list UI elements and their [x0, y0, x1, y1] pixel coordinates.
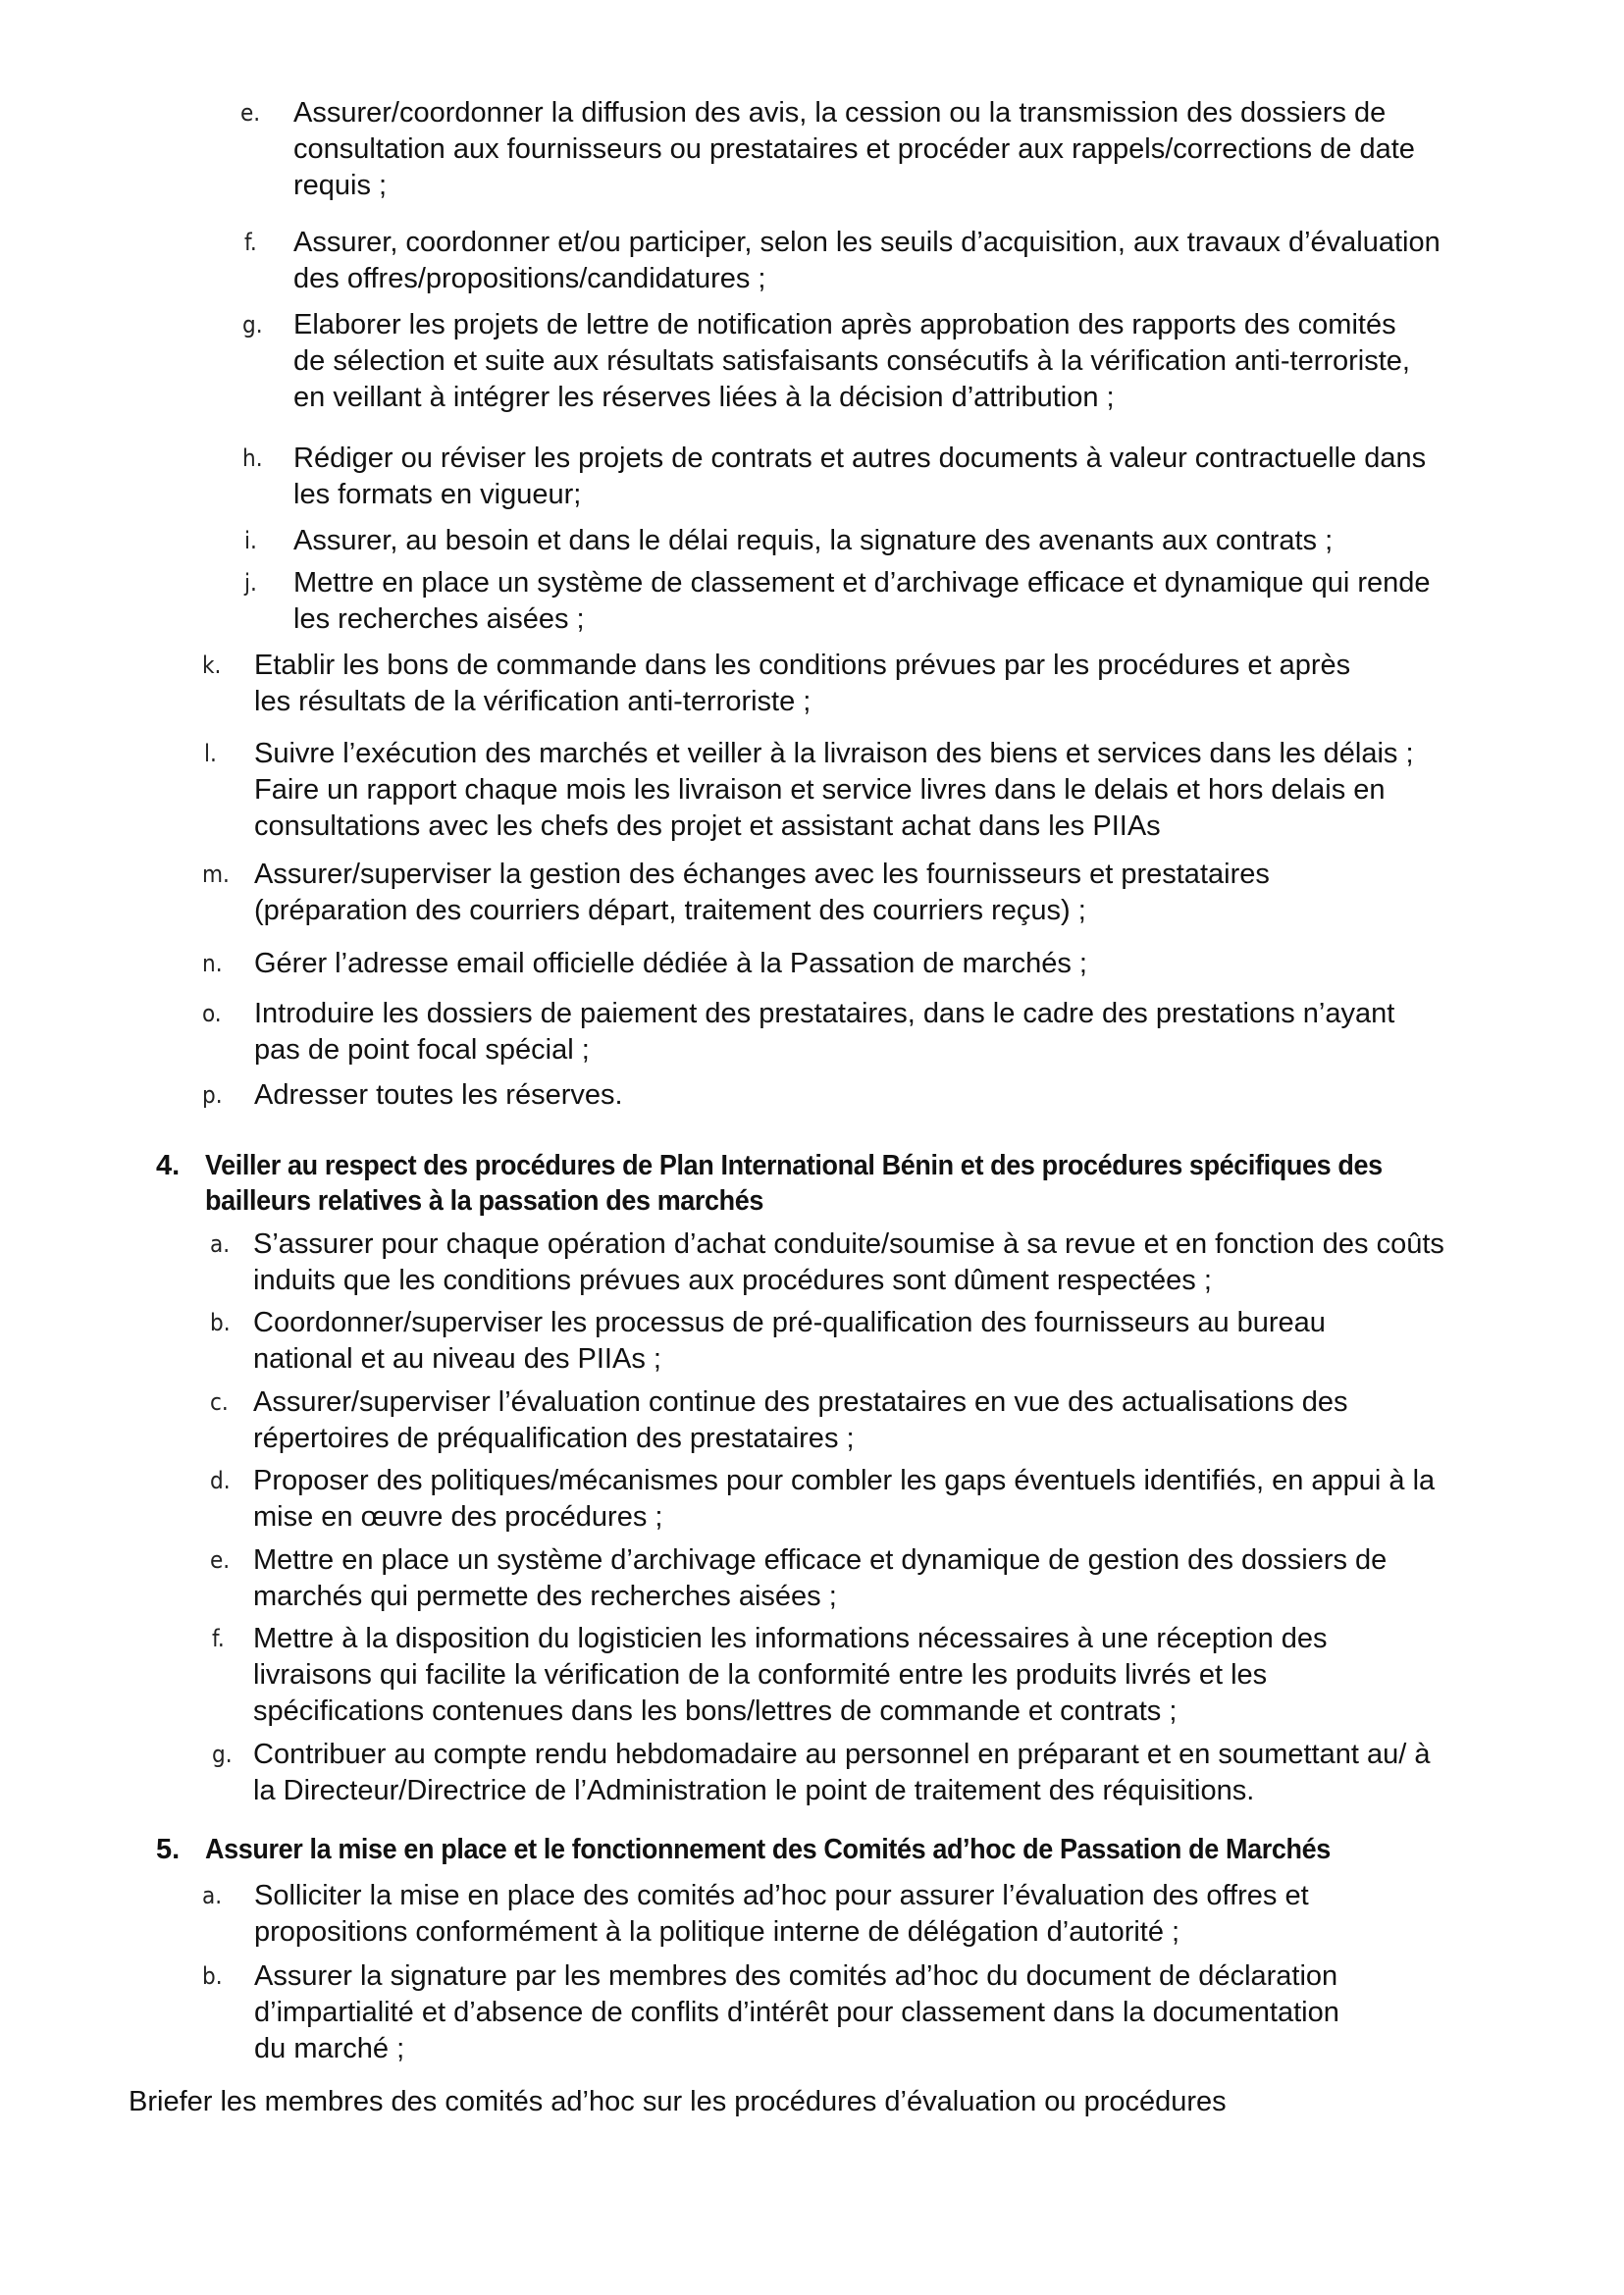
list-item-text: Assurer/superviser la gestion des échanges avec les fournisseurs et prestataires (préparation des courriers départ, traitement des courriers reçus) ; [254, 859, 1270, 926]
list-marker: d. [210, 1467, 231, 1494]
section-heading [156, 1832, 1530, 1871]
list-item-text: Mettre en place un système de classement et d’archivage efficace et dynamique qui rende les recherches aisées ; [293, 567, 1431, 635]
list-item-text: Contribuer au compte rendu hebdomadaire au personnel en préparant et en soumettant au/ à la Directeur/Directrice de l’Administration le point de traitement des réquisitions. [253, 1739, 1431, 1806]
list-marker: g. [242, 311, 263, 339]
list-marker: l. [204, 740, 217, 767]
section-number: 4. [156, 1150, 181, 1181]
section-title: Veiller au respect des procédures de Plan International Bénin et des procédures spécifiques des bailleurs relatives à la passation des marchés [205, 1150, 1383, 1217]
list-item-text: S’assurer pour chaque opération d’achat conduite/soumise à sa revue et en fonction des coûts induits que les conditions prévues aux procédures sont dûment respectées ; [253, 1228, 1444, 1296]
list-item-text: Introduire les dossiers de paiement des prestataires, dans le cadre des prestations n’ayant pas de point focal spécial ; [254, 998, 1395, 1066]
list-marker: o. [202, 1000, 222, 1027]
trailing-paragraph: Briefer les membres des comités ad’hoc sur les procédures d’évaluation ou procédures [129, 2086, 1227, 2117]
list-marker: h. [242, 444, 263, 472]
list-marker: c. [210, 1388, 229, 1416]
list-marker: m. [202, 861, 230, 888]
list-item-text: Assurer la signature par les membres des comités ad’hoc du document de déclaration d’impartialité et d’absence de conflits d’intérêt pour classement dans la documentation du marché ; [254, 1960, 1339, 2064]
section-title: Assurer la mise en place et le fonctionnement des Comités ad’hoc de Passation de Marchés [205, 1834, 1331, 1865]
list-marker: b. [202, 1962, 223, 1990]
list-marker: p. [202, 1081, 223, 1109]
list-item-text: Mettre à la disposition du logisticien les informations nécessaires à une réception des livraisons qui facilite la vérification de la conformité entre les produits livrés et les spécifications contenues dans les bons/lettres de commande et contrats ; [253, 1623, 1328, 1727]
list-item-text: Assurer/coordonner la diffusion des avis, la cession ou la transmission des dossiers de consultation aux fournisseurs ou prestataires et procéder aux rappels/corrections de date requis ; [293, 97, 1415, 201]
list-marker: k. [202, 652, 222, 679]
list-marker: e. [240, 99, 261, 127]
list-marker: n. [202, 950, 223, 977]
list-marker: f. [244, 229, 257, 256]
list-marker: g. [212, 1741, 233, 1768]
list-item-text: Elaborer les projets de lettre de notification après approbation des rapports des comités de sélection et suite aux résultats satisfaisants consécutifs à la vérification anti-terroriste, en veillant à intégrer les réserves liées à la décision d’attribution ; [293, 309, 1410, 413]
list-item-text: Assurer, coordonner et/ou participer, selon les seuils d’acquisition, aux travaux d’évaluation des offres/propositions/candidatures ; [293, 227, 1441, 294]
list-item-text: Coordonner/superviser les processus de pré-qualification des fournisseurs au bureau national et au niveau des PIIAs ; [253, 1307, 1326, 1375]
list-marker: e. [210, 1546, 231, 1574]
list-marker: b. [210, 1309, 231, 1336]
list-item-text: Proposer des politiques/mécanismes pour combler les gaps éventuels identifiés, en appui à la mise en œuvre des procédures ; [253, 1465, 1436, 1533]
section-heading [156, 1148, 1530, 1226]
list-marker: a. [210, 1230, 231, 1258]
list-marker: j. [244, 569, 257, 597]
list-marker: i. [244, 527, 257, 554]
list-item-text: Mettre en place un système d’archivage efficace et dynamique de gestion des dossiers de marchés qui permette des recherches aisées ; [253, 1544, 1388, 1612]
list-item-text: Adresser toutes les réserves. [254, 1079, 623, 1111]
section-number: 5. [156, 1834, 181, 1865]
list-marker: f. [212, 1625, 225, 1652]
list-item-text: Assurer, au besoin et dans le délai requis, la signature des avenants aux contrats ; [293, 525, 1334, 556]
list-item-text: Etablir les bons de commande dans les conditions prévues par les procédures et après les résultats de la vérification anti-terroriste ; [254, 650, 1351, 717]
list-item-text: Gérer l’adresse email officielle dédiée à la Passation de marchés ; [254, 948, 1087, 979]
list-item-text: Suivre l’exécution des marchés et veiller à la livraison des biens et services dans les délais ; Faire un rapport chaque mois les livraison et service livres dans le delais et hors delais en consultations avec les chefs des projet et assistant achat dans les PIIAs [254, 738, 1414, 842]
list-item-text: Assurer/superviser l’évaluation continue des prestataires en vue des actualisations des répertoires de préqualification des prestataires ; [253, 1386, 1348, 1454]
list-item-text: Rédiger ou réviser les projets de contrats et autres documents à valeur contractuelle dans les formats en vigueur; [293, 443, 1427, 510]
list-marker: a. [202, 1882, 223, 1909]
list-item-text: Solliciter la mise en place des comités ad’hoc pour assurer l’évaluation des offres et propositions conformément à la politique interne de délégation d’autorité ; [254, 1880, 1309, 1948]
